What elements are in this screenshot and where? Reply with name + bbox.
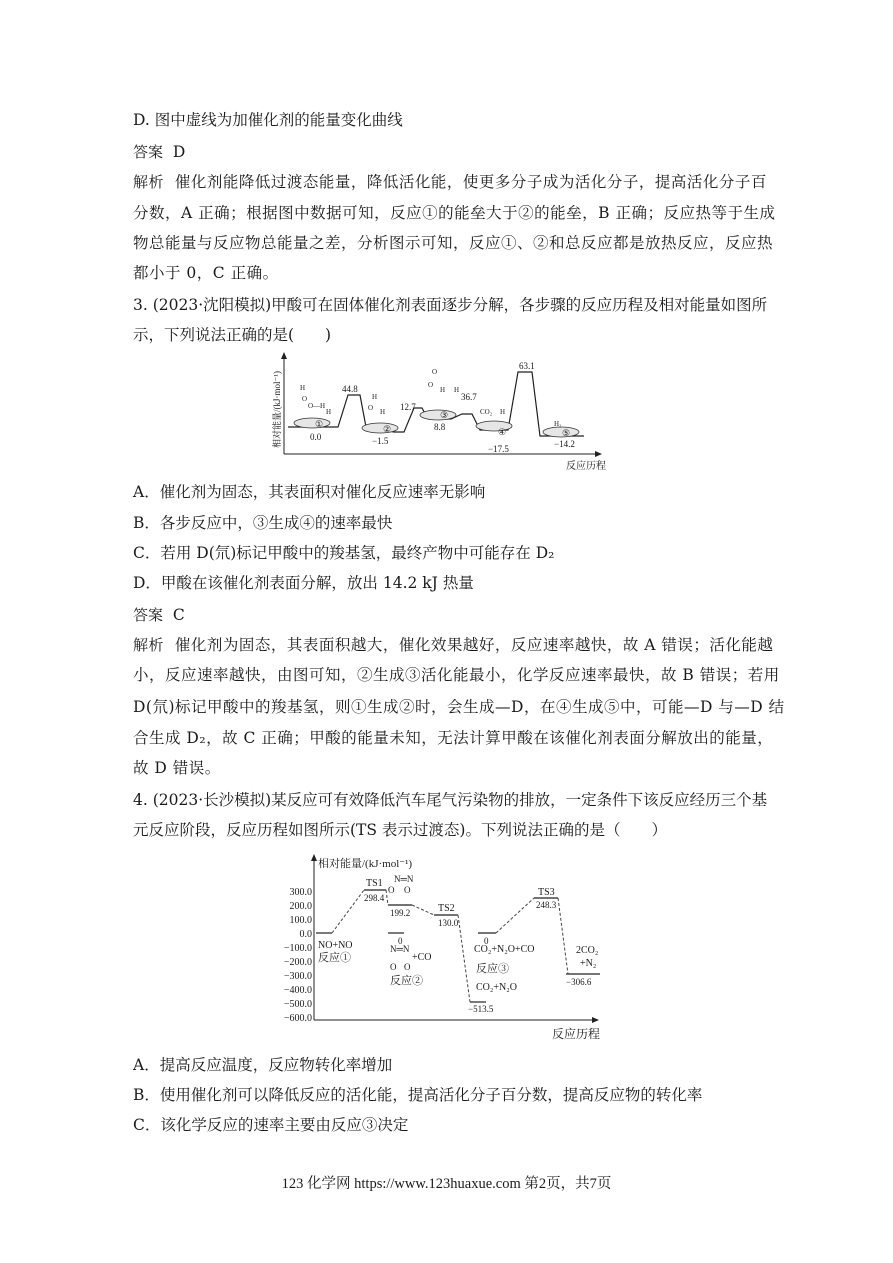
svg-text:H: H — [454, 386, 460, 394]
fig1-step-3: ③ — [440, 410, 449, 420]
fig1-h2: H₂ — [554, 420, 562, 428]
fig2-species: +N₂ — [580, 958, 597, 969]
fig1-level-5: −14.2 — [554, 439, 575, 449]
svg-text:H: H — [380, 408, 386, 416]
fig2-species: CO₂+N₂O — [476, 982, 517, 993]
answer-3: 答案 C — [133, 606, 185, 624]
fig2-species: 2CO₂ — [576, 945, 599, 956]
fig2-species: CO₂+N₂O+CO — [474, 944, 535, 955]
analysis-3-line3: D(氘)标记甲酸中的羧基氢，则①生成②时，会生成—D，在④生成⑤中，可能—D 与—D 结 — [133, 698, 785, 716]
fig2-step: 反应② — [390, 975, 423, 987]
fig2-val: 0 — [398, 936, 403, 946]
svg-text:O: O — [404, 962, 411, 972]
fig1-ts-2: 12.7 — [400, 402, 416, 412]
cloud-icon — [476, 421, 512, 431]
svg-text:O: O — [368, 404, 374, 412]
fig1-step-4: ④ — [498, 427, 507, 437]
svg-text:O: O — [432, 368, 438, 376]
fig1-step-2: ② — [383, 424, 392, 434]
svg-text:H: H — [326, 408, 332, 416]
fig1-step-1: ① — [315, 419, 324, 429]
fig2-xlabel: 反应历程 — [552, 1027, 601, 1041]
fig1-ts-1: 44.8 — [342, 384, 358, 394]
fig2-ylabel: 相对能量/(kJ·mol⁻¹) — [318, 858, 413, 870]
fig2-ytick: 0.0 — [299, 929, 312, 940]
fig2-ytick: −600.0 — [283, 1013, 312, 1024]
fig2-species: +CO — [412, 952, 432, 963]
svg-text:O: O — [388, 885, 395, 895]
analysis-1-line2: 分数，A 正确；根据图中数据可知，反应①的能垒大于②的能垒，B 正确；反应热等于生成 — [133, 204, 776, 222]
fig1-level-3: 8.8 — [434, 422, 446, 432]
option-a-4: A．提高反应温度，反应物转化率增加 — [133, 1056, 393, 1074]
option-b-3: B．各步反应中，③生成④的速率最快 — [133, 514, 393, 532]
fig2-ytick: −500.0 — [283, 999, 312, 1010]
fig1-ts-4: 63.1 — [519, 361, 535, 371]
fig2-val: 298.4 — [364, 893, 385, 903]
fig2-ytick: 300.0 — [289, 887, 312, 898]
analysis-1-line4: 都小于 0，C 正确。 — [133, 264, 279, 282]
svg-text:O: O — [428, 381, 434, 389]
option-c-4: C．该化学反应的速率主要由反应③决定 — [133, 1116, 409, 1134]
option-d-3: D．甲酸在该催化剂表面分解，放出 14.2 kJ 热量 — [133, 574, 474, 592]
fig1-ylabel: 相对能量/(kJ·mol⁻¹) — [272, 371, 282, 448]
fig2-ytick: −200.0 — [283, 957, 312, 968]
answer-1: 答案 D — [133, 143, 186, 161]
analysis-1-line3: 物总能量与反应物总能量之差，分析图示可知，反应①、②和总反应都是放热反应，反应热 — [133, 234, 774, 252]
fig2-step: 反应③ — [476, 963, 509, 975]
fig1-level-1: 0.0 — [310, 432, 322, 442]
fig2-val: 248.3 — [536, 900, 557, 910]
fig2-step: 反应① — [318, 952, 351, 964]
question-4-line1: 4. (2023·长沙模拟)某反应可有效降低汽车尾气污染物的排放，一定条件下该反应经历三个基 — [133, 791, 768, 809]
svg-text:O: O — [404, 885, 411, 895]
fig2-ytick: 100.0 — [289, 915, 312, 926]
figure-1-energy-diagram — [268, 350, 623, 475]
cloud-icon — [543, 427, 579, 437]
figure-2-energy-diagram — [270, 852, 620, 1044]
option-d-prev: D. 图中虚线为加催化剂的能量变化曲线 — [133, 111, 403, 129]
fig2-val: 0 — [484, 936, 489, 946]
question-3-line1: 3. (2023·沈阳模拟)甲酸可在固体催化剂表面逐步分解，各步骤的反应历程及相对能量如图所 — [133, 296, 768, 314]
cloud-icon — [362, 423, 398, 433]
fig1-step-5: ⑤ — [562, 428, 571, 438]
fig2-ts2: TS2 — [438, 903, 455, 914]
svg-text:O—H: O—H — [308, 402, 326, 410]
fig2-species: NO+NO — [318, 940, 353, 951]
svg-text:H: H — [372, 393, 378, 401]
analysis-3-line1: 解析 催化剂为固态，其表面积越大，催化效果越好，反应速率越快，故 A 错误；活化能越 — [133, 636, 774, 654]
analysis-3-line4: 合生成 D₂，故 C 正确；甲酸的能量未知，无法计算甲酸在该催化剂表面分解放出的能量， — [133, 729, 774, 747]
analysis-3-line5: 故 D 错误。 — [133, 759, 221, 777]
svg-text:CO₂: CO₂ — [480, 408, 493, 416]
analysis-3-line2: 小，反应速率越快，由图可知，②生成③活化能最小，化学反应速率最快，故 B 错误；若用 — [133, 666, 780, 684]
fig1-level-2: −1.5 — [372, 436, 389, 446]
option-c-3: C．若用 D(氘)标记甲酸中的羧基氢，最终产物中可能存在 D₂ — [133, 544, 555, 562]
svg-text:H: H — [440, 386, 446, 394]
cloud-icon — [294, 418, 330, 428]
fig2-ytick: −400.0 — [283, 985, 312, 996]
fig2-val: −306.6 — [566, 977, 592, 987]
question-3-line2: 示，下列说法正确的是( ) — [133, 326, 332, 344]
fig1-xlabel: 反应历程 — [566, 461, 606, 472]
fig2-val: −513.5 — [468, 1004, 494, 1014]
fig1-ts-3: 36.7 — [461, 392, 477, 402]
fig2-ts1: TS1 — [366, 878, 383, 889]
option-a-3: A．催化剂为固态，其表面积对催化反应速率无影响 — [133, 483, 486, 501]
cloud-icon — [420, 410, 456, 420]
svg-text:N═N: N═N — [394, 874, 414, 884]
fig2-ytick: −100.0 — [283, 943, 312, 954]
fig1-level-4: −17.5 — [488, 444, 509, 454]
analysis-1-line1: 解析 催化剂能降低过渡态能量，降低活化能，使更多分子成为活化分子，提高活化分子百 — [133, 173, 767, 191]
fig2-val: 130.0 — [438, 918, 459, 928]
fig2-ytick: 200.0 — [289, 901, 312, 912]
question-4-line2: 元反应阶段，反应历程如图所示(TS 表示过渡态)。下列说法正确的是（ ） — [133, 821, 667, 839]
svg-text:H: H — [300, 384, 306, 392]
fig2-ts3: TS3 — [538, 887, 555, 898]
option-b-4: B．使用催化剂可以降低反应的活化能，提高活化分子百分数，提高反应物的转化率 — [133, 1086, 703, 1104]
fig2-ytick: −300.0 — [283, 971, 312, 982]
svg-text:O: O — [390, 962, 397, 972]
svg-text:O: O — [302, 395, 308, 403]
fig2-val: 199.2 — [390, 908, 411, 918]
svg-text:H: H — [500, 408, 506, 416]
svg-text:N═N: N═N — [390, 944, 410, 954]
page-footer: 123 化学网 https://www.123huaxue.com 第2页，共7页 — [281, 1176, 612, 1192]
